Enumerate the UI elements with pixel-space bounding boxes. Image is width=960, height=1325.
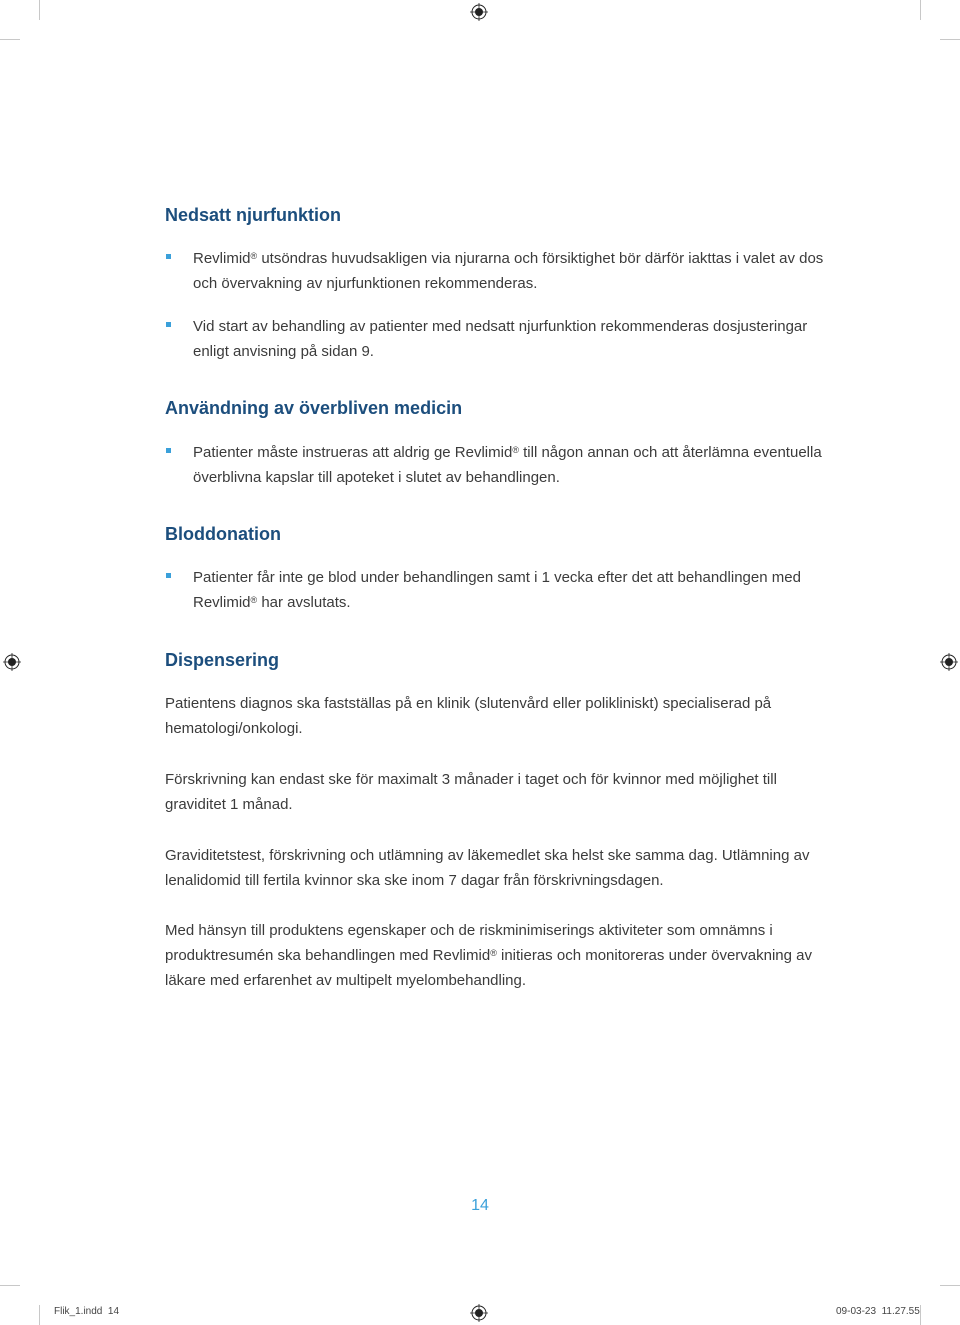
crop-mark-top-right-h [940,39,960,40]
square-bullet-icon [166,573,171,578]
slug-file: Flik_1.indd 14 [54,1306,120,1317]
section-heading-nedsatt-njurfunktion: Nedsatt njurfunktion [165,205,341,225]
square-bullet-icon [166,322,171,327]
crop-mark-bottom-right-v [920,1305,921,1325]
square-bullet-icon [166,254,171,259]
slug-date: 09-03-23 11.27.55 [836,1306,920,1317]
crop-mark-top-left-h [0,39,20,40]
registration-mark-icon [470,1304,488,1322]
bullet-text: Vid start av behandling av patienter med nedsatt njurfunktion rekommenderas dosjusteringar enligt anvisning på sidan 9. [193,318,808,360]
bullet-item [165,314,808,364]
crop-mark-bottom-left-v [39,1305,40,1325]
bullet-text: Patienter får inte ge blod under behandlingen samt i 1 vecka efter det att behandlingen med Revlimid® har avslutats. [193,569,801,611]
crop-mark-bottom-left-h [0,1285,20,1286]
paragraph: Graviditetstest, förskrivning och utlämning av läkemedlet ska helst ske samma dag. Utlämning av lenalidomid till fertila kvinnor ska ske inom 7 dagar från förskrivningsdagen. [165,847,810,889]
bullet-text: Patienter måste instrueras att aldrig ge Revlimid® till någon annan och att återlämna eventuella överblivna kapslar till apoteket i slutet av behandlingen. [193,444,822,486]
section-heading-anvandning-av-overbliven-medicin: Användning av överbliven medicin [165,398,463,418]
paragraph: Förskrivning kan endast ske för maximalt 3 månader i taget och för kvinnor med möjlighet till graviditet 1 månad. [165,771,777,813]
registration-mark-icon [470,3,488,21]
bullet-item [165,565,805,615]
square-bullet-icon [166,448,171,453]
page-number: 14 [471,1197,489,1214]
crop-mark-bottom-right-h [940,1285,960,1286]
registration-mark-icon [940,653,958,671]
bullet-item [165,440,822,490]
section-heading-dispensering: Dispensering [165,650,280,670]
registration-mark-icon [3,653,21,671]
crop-mark-top-left-v [39,0,40,20]
paragraph: Med hänsyn till produktens egenskaper och de riskminimiserings aktiviteter som omnämns i produktresumén ska behandlingen med Revlimid® initieras och monitoreras under övervakning av läkare med erfarenhet av multipelt myelombehandling. [165,922,812,989]
bullet-text: Revlimid® utsöndras huvudsakligen via njurarna och försiktighet bör därför iakttas i valet av dos och övervakning av njurfunktionen rekommenderas. [193,250,824,292]
section-heading-bloddonation: Bloddonation [165,524,281,544]
paragraph: Patientens diagnos ska fastställas på en klinik (slutenvård eller polikliniskt) specialiserad på hematologi/onkologi. [165,695,772,737]
bullet-item [165,246,824,296]
crop-mark-top-right-v [920,0,921,20]
